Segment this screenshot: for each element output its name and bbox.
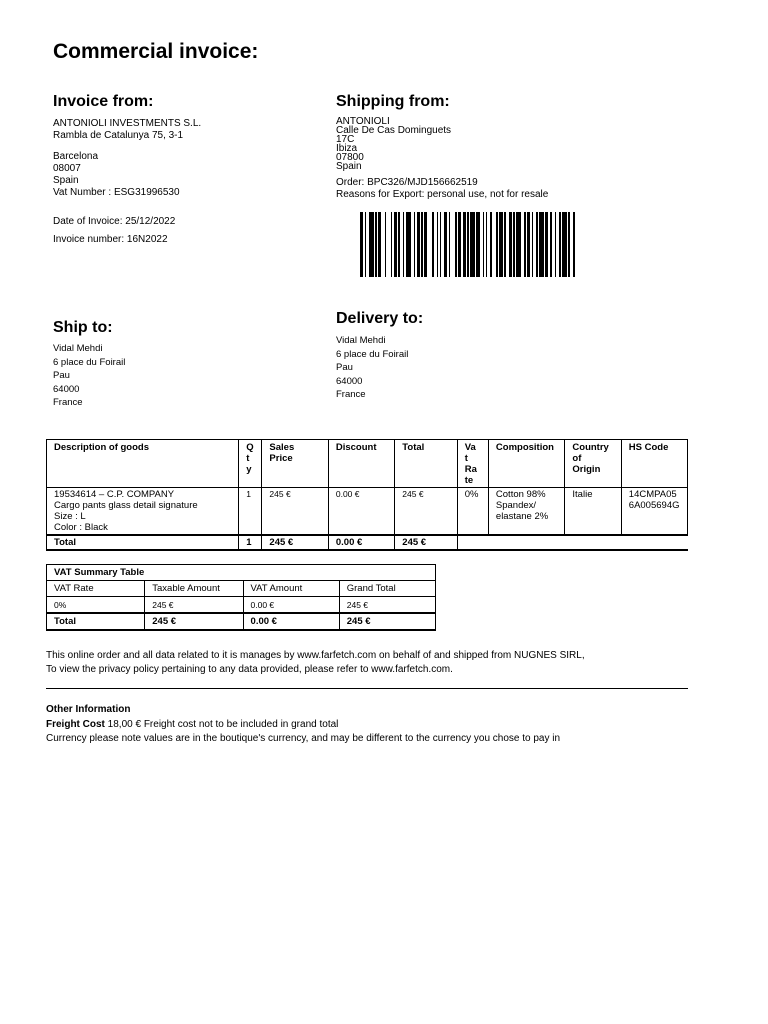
vat-total-taxable: 245 €	[145, 613, 243, 630]
vat-header-grand-total: Grand Total	[339, 581, 435, 597]
invoice-from-city-block	[53, 151, 180, 199]
invoice-from-street: Rambla de Catalunya 75, 3-1	[53, 130, 184, 141]
invoice-number: Invoice number: 16N2022	[53, 234, 168, 245]
shipping-from-number: 17C	[336, 134, 355, 145]
delivery-to-city: Pau	[336, 362, 353, 373]
vat-total-label: Total	[47, 613, 145, 630]
privacy-note	[46, 649, 585, 677]
header-vat-rate: Va t Ra te	[457, 440, 488, 488]
header-discount: Discount	[328, 440, 394, 488]
ship-to-heading: Ship to:	[53, 319, 113, 336]
order-number: Order: BPC326/MJD156662519	[336, 177, 478, 188]
total-total: 245 €	[395, 535, 457, 550]
item-hs-code: 14CMPA05 6A005694G	[621, 488, 687, 536]
table-row	[47, 488, 688, 536]
vat-taxable-value: 245 €	[145, 597, 243, 614]
invoice-from-postcode: 08007	[53, 163, 81, 174]
vat-header-amount: VAT Amount	[243, 581, 339, 597]
ship-to-street: 6 place du Foirail	[53, 356, 126, 368]
shipping-from-name: ANTONIOLI	[336, 116, 390, 127]
item-sales-price: 245 €	[262, 488, 328, 536]
vat-grand-total-value: 245 €	[339, 597, 435, 614]
vat-total-grand: 245 €	[339, 613, 435, 630]
ship-to-postcode: 64000	[53, 383, 80, 395]
freight-label: Freight Cost	[46, 718, 105, 730]
ship-to-country: France	[53, 397, 83, 408]
invoice-from-heading: Invoice from:	[53, 93, 154, 110]
vat-table-caption: VAT Summary Table	[47, 565, 436, 581]
table-row	[47, 597, 436, 614]
vat-rate-value: 0%	[47, 597, 145, 614]
total-label: Total	[47, 535, 239, 550]
shipping-from-heading: Shipping from:	[336, 93, 450, 110]
goods-total-row	[47, 535, 688, 550]
invoice-from-city: Barcelona	[53, 151, 99, 162]
vat-table-header	[47, 581, 436, 597]
header-total: Total	[395, 440, 457, 488]
item-description: 19534614 – C.P. COMPANY Cargo pants glass detail signature Size : L Color : Black	[47, 488, 239, 536]
invoice-from-address	[53, 118, 201, 142]
invoice-date: Date of Invoice: 25/12/2022	[53, 216, 176, 227]
other-info-heading: Other Information	[46, 704, 131, 715]
other-information	[46, 703, 560, 747]
vat-summary-table	[46, 564, 436, 631]
page-title: Commercial invoice:	[53, 40, 259, 63]
ship-to-name: Vidal Mehdi	[53, 343, 103, 354]
total-qty: 1	[239, 535, 262, 550]
note-line-2: To view the privacy policy pertaining to any data provided, please refer to www.farfetch.com.	[46, 664, 453, 675]
divider	[46, 688, 688, 689]
delivery-to-country: France	[336, 389, 366, 400]
shipping-from-country: Spain	[336, 161, 362, 172]
shipping-from-street: Calle De Cas Dominguets	[336, 125, 452, 136]
ship-to-city: Pau	[53, 370, 70, 381]
header-hs-code: HS Code	[621, 440, 687, 488]
header-composition: Composition	[488, 440, 565, 488]
goods-table	[46, 439, 688, 551]
item-qty: 1	[239, 488, 262, 536]
header-qty: Q t y	[239, 440, 262, 488]
item-total: 245 €	[395, 488, 457, 536]
goods-table-header	[47, 440, 688, 488]
shipping-from-address	[336, 117, 451, 171]
export-reason: Reasons for Export: personal use, not for resale	[336, 189, 549, 200]
barcode	[360, 212, 577, 277]
delivery-to-heading: Delivery to:	[336, 310, 424, 327]
item-discount: 0.00 €	[328, 488, 394, 536]
total-sales-price: 245 €	[262, 535, 328, 550]
currency-note: Currency please note values are in the boutique's currency, and may be different to the currency you chose to pay in	[46, 733, 561, 744]
header-country-of-origin: Country of Origin	[565, 440, 621, 488]
freight-value: 18,00 € Freight cost not to be included in grand total	[107, 718, 339, 730]
invoice-from-company: ANTONIOLI INVESTMENTS S.L.	[53, 118, 202, 129]
shipping-from-city: Ibiza	[336, 143, 358, 154]
vat-header-rate: VAT Rate	[47, 581, 145, 597]
item-vat-rate: 0%	[457, 488, 488, 536]
header-sales-price: Sales Price	[262, 440, 328, 488]
vat-amount-value: 0.00 €	[243, 597, 339, 614]
delivery-to-name: Vidal Mehdi	[336, 335, 386, 346]
delivery-to-street: 6 place du Foirail	[336, 348, 409, 360]
note-line-1: This online order and all data related to it is manages by www.farfetch.com on behalf of and shipped from NUGNES SIRL,	[46, 650, 585, 661]
delivery-to-address	[336, 334, 408, 402]
item-country: Italie	[565, 488, 621, 536]
freight-line	[46, 718, 560, 733]
invoice-from-country: Spain	[53, 175, 79, 186]
vat-header-taxable: Taxable Amount	[145, 581, 243, 597]
header-description: Description of goods	[47, 440, 239, 488]
shipping-from-order-block	[336, 177, 548, 201]
vat-total-amount: 0.00 €	[243, 613, 339, 630]
item-composition: Cotton 98% Spandex/ elastane 2%	[488, 488, 565, 536]
invoice-from-vat-number: Vat Number : ESG31996530	[53, 187, 180, 198]
total-empty	[457, 535, 687, 550]
vat-total-row	[47, 613, 436, 630]
delivery-to-postcode: 64000	[336, 375, 363, 387]
ship-to-address	[53, 342, 125, 410]
total-discount: 0.00 €	[328, 535, 394, 550]
barcode-bar	[575, 212, 577, 277]
shipping-from-postcode: 07800	[336, 152, 364, 163]
